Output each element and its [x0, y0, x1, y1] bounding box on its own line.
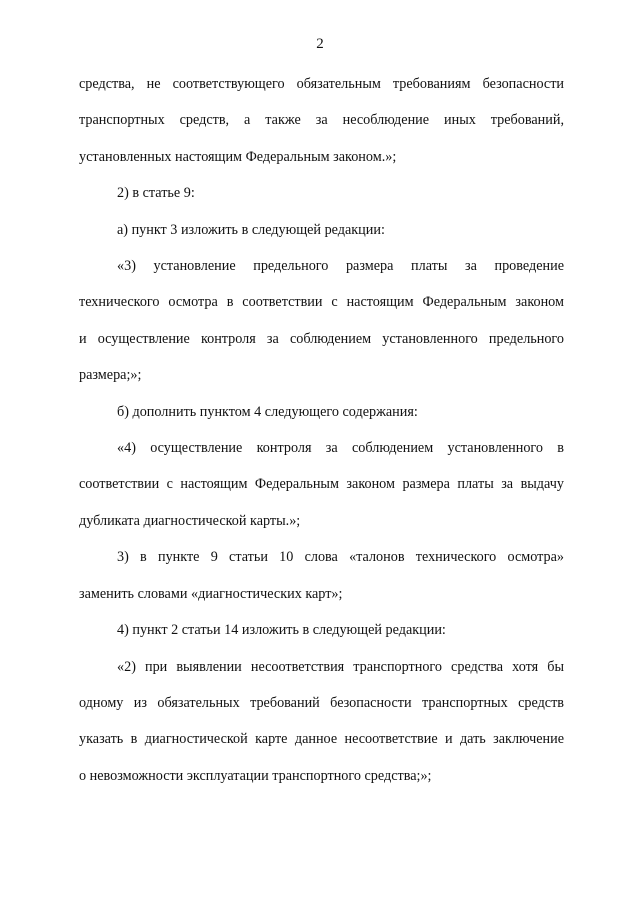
text-line: а) пункт 3 изложить в следующей редакции:: [117, 221, 385, 238]
paragraph: [79, 430, 564, 539]
text-line: «2) при выявлении несоответствия транспортного средства хотя бы: [117, 658, 564, 675]
text-line: соответствии с настоящим Федеральным законом размера платы за выдачу: [79, 476, 564, 493]
text-line: «4) осуществление контроля за соблюдением установленного в: [117, 440, 564, 457]
text-line: размера;»;: [79, 367, 142, 384]
paragraph: [79, 66, 564, 175]
text-line: и осуществление контроля за соблюдением установленного предельного: [79, 330, 564, 347]
text-line: «3) установление предельного размера платы за проведение: [117, 258, 564, 275]
text-line: установленных настоящим Федеральным законом.»;: [79, 148, 397, 165]
text-line: о невозможности эксплуатации транспортного средства;»;: [79, 767, 432, 784]
text-line: средства, не соответствующего обязательным требованиям безопасности: [79, 76, 564, 92]
text-line: 2) в статье 9:: [117, 185, 195, 202]
paragraph: [79, 649, 564, 795]
paragraph: [79, 248, 564, 394]
document-body: [79, 66, 564, 794]
text-line: дубликата диагностической карты.»;: [79, 512, 301, 529]
text-line: одному из обязательных требований безопасности транспортных средств: [79, 694, 564, 711]
paragraph: [79, 175, 564, 211]
text-line: б) дополнить пунктом 4 следующего содержания:: [117, 403, 418, 420]
text-line: указать в диагностической карте данное несоответствие и дать заключение: [79, 731, 564, 748]
paragraph: [79, 394, 564, 430]
text-line: 4) пункт 2 статьи 14 изложить в следующей редакции:: [117, 622, 446, 639]
page-number: 2: [316, 36, 324, 52]
paragraph: [79, 539, 564, 612]
text-line: 3) в пункте 9 статьи 10 слова «талонов технического осмотра»: [117, 549, 564, 566]
paragraph: [79, 212, 564, 248]
text-line: транспортных средств, а также за несоблюдение иных требований,: [79, 112, 564, 129]
paragraph: [79, 612, 564, 648]
text-line: технического осмотра в соответствии с настоящим Федеральным законом: [79, 294, 564, 311]
text-line: заменить словами «диагностических карт»;: [79, 585, 343, 602]
